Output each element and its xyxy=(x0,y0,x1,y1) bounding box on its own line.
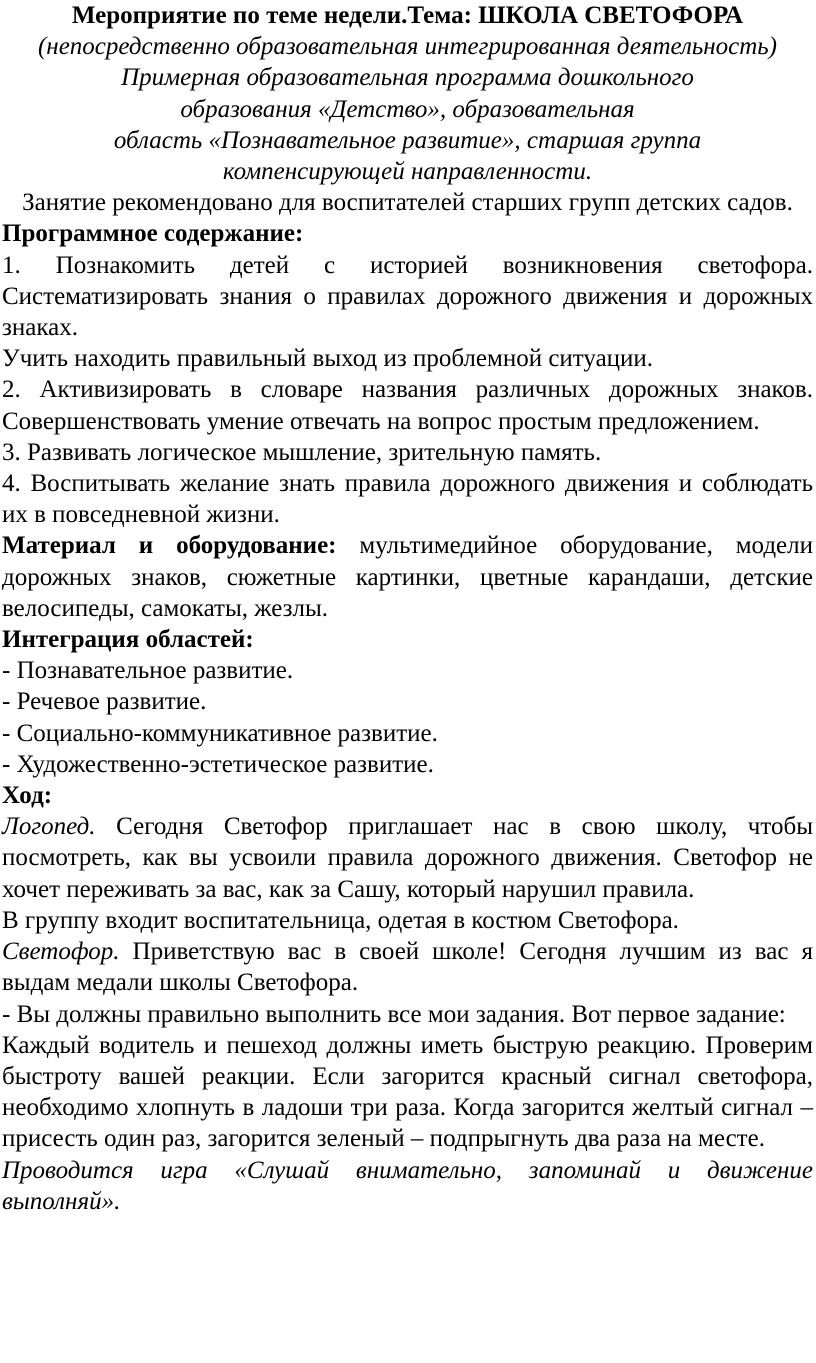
list-item: - Речевое развитие. xyxy=(2,688,207,716)
recommendation-text: Занятие рекомендовано для воспитателей старших групп детских садов. xyxy=(22,189,793,217)
materials-label: Материал и оборудование: xyxy=(2,532,337,560)
speaker-logoped: Логопед. xyxy=(2,813,96,841)
enter-paragraph: В группу входит воспитательница, одетая в костюм Светофора. xyxy=(2,906,679,934)
svetofor-paragraph xyxy=(2,936,813,998)
game-paragraph: Проводится игра «Слушай внимательно, запоминай и движение выполняй». xyxy=(2,1156,813,1215)
course-heading: Ход: xyxy=(2,782,53,810)
materials-text: мультимедийное оборудование, модели дорожных знаков, сюжетные картинки, цветные карандаши, детские велосипеды, самокаты, жезлы. xyxy=(2,532,813,622)
program-heading: Программное содержание: xyxy=(2,220,304,248)
program-item-1b: Учить находить правильный выход из проблемной ситуации. xyxy=(2,345,654,373)
integration-heading: Интеграция областей: xyxy=(2,626,254,654)
document-title: Мероприятие по теме недели.Тема: ШКОЛА СВЕТОФОРА xyxy=(71,2,744,29)
materials-paragraph xyxy=(2,530,813,624)
program-item-3: 3. Развивать логическое мышление, зрительную память. xyxy=(2,438,602,466)
program-item-2: 2. Активизировать в словаре названия различных дорожных знаков. Совершенствовать умение отвечать на вопрос простым предложением. xyxy=(2,376,813,435)
integration-list xyxy=(2,655,813,780)
subtitle-line: область «Познавательное развитие», старшая группа xyxy=(113,126,702,154)
subtitle-line: Примерная образовательная программа дошкольного xyxy=(121,64,694,92)
subtitle-line: образования «Детство», образовательная xyxy=(180,95,635,123)
task-paragraph: Каждый водитель и пешеход должны иметь быструю реакцию. Проверим быстроту вашей реакции. Если загорится красный сигнал светофора, необходимо хлопнуть в ладоши три раза. Когда загорится желтый сигнал – присесть один раз, загорится зеленый – подпрыгнуть два раза на месте. xyxy=(2,1031,813,1153)
subtitle-line: компенсирующей направленности. xyxy=(222,158,593,186)
svetofor-text: Приветствую вас в своей школе! Сегодня лучшим из вас я выдам медали школы Светофора. xyxy=(2,938,813,997)
subtitle-line: (непосредственно образовательная интегрированная деятельность) xyxy=(37,33,777,61)
program-item-1: 1. Познакомить детей с историей возникновения светофора. Систематизировать знания о правилах дорожного движения и дорожных знаках. xyxy=(2,251,813,342)
document-subtitle xyxy=(2,31,813,187)
task-intro-paragraph: - Вы должны правильно выполнить все мои задания. Вот первое задание: xyxy=(2,1000,786,1028)
list-item: - Художественно-эстетическое развитие. xyxy=(2,750,434,778)
program-item-4: 4. Воспитывать желание знать правила дорожного движения и соблюдать их в повседневной жизни. xyxy=(2,470,813,529)
list-item: - Познавательное развитие. xyxy=(2,657,294,685)
list-item: - Социально-коммуникативное развитие. xyxy=(2,719,438,747)
speaker-svetofor: Светофор. xyxy=(2,938,120,966)
logoped-paragraph xyxy=(2,811,813,905)
logoped-text: Сегодня Светофор приглашает нас в свою школу, чтобы посмотреть, как вы усвоили правила дорожного движения. Светофор не хочет переживать за вас, как за Сашу, который нарушил правила. xyxy=(2,813,813,903)
